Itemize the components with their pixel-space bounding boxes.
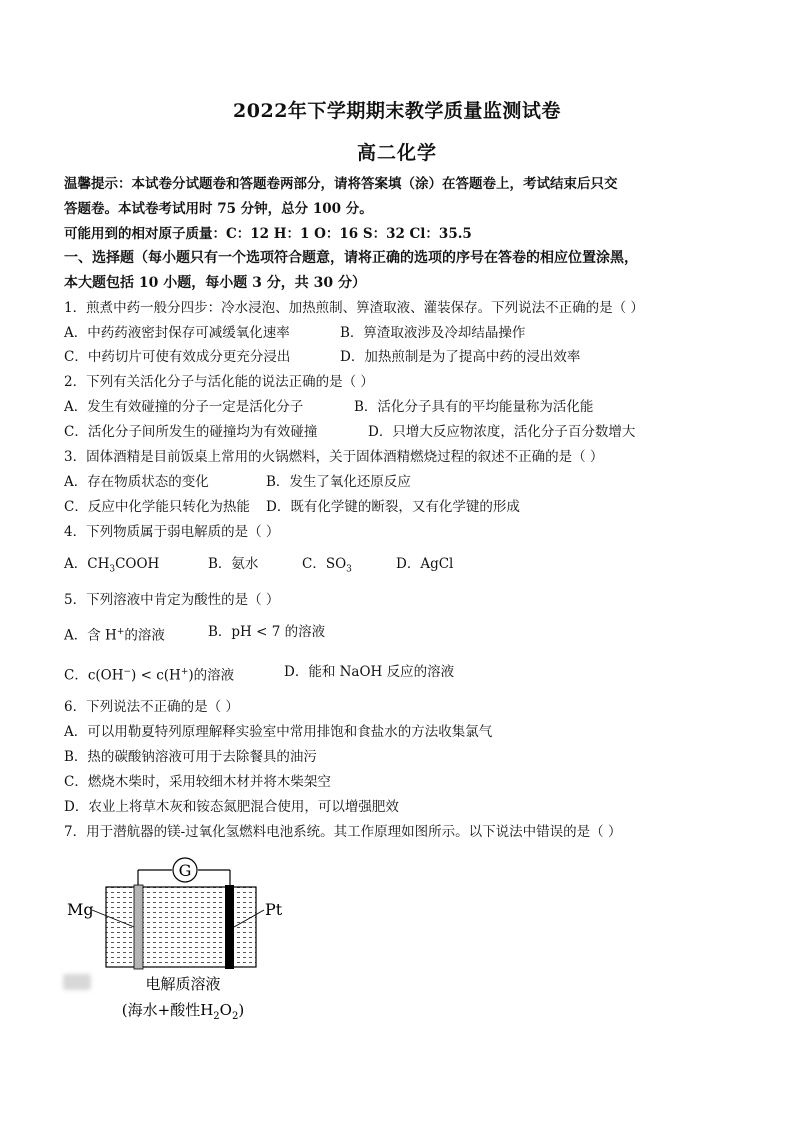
question-5-option-d: D．能和 NaOH 反应的溶液 — [284, 664, 455, 680]
question-4-option-d: D．AgCl — [396, 556, 454, 572]
question-1-option-c: C．中药切片可使有效成分更充分浸出 — [64, 349, 291, 365]
caption2-sub2: 2 — [231, 1011, 239, 1022]
question-5-option-a — [64, 622, 165, 646]
q5-a-sup: + — [116, 627, 125, 637]
q4-c-prefix: C．SO — [302, 556, 347, 572]
question-4-option-b: B．氨水 — [208, 556, 259, 572]
diagram-caption-2 — [122, 1001, 244, 1022]
question-3-option-c: C．反应中化学能只转化为热能 — [64, 499, 250, 515]
question-6-option-a: A．可以用勒夏特列原理解释实验室中常用排饱和食盐水的方法收集氯气 — [64, 724, 493, 740]
mg-electrode — [134, 885, 143, 969]
caption2-mid: O — [219, 1001, 232, 1019]
question-6-stem: 6．下列说法不正确的是（ ） — [64, 699, 239, 715]
question-3-option-b: B．发生了氧化还原反应 — [266, 474, 411, 490]
question-5-option-b: B．pH < 7 的溶液 — [208, 624, 326, 640]
exam-subject: 高二化学 — [356, 142, 437, 164]
pt-electrode — [225, 885, 234, 969]
question-4-option-a — [64, 554, 159, 580]
question-2-option-a: A．发生有效碰撞的分子一定是活化分子 — [64, 399, 304, 415]
question-2-option-b: B．活化分子具有的平均能量称为活化能 — [354, 399, 594, 415]
q5-a-suffix: 的溶液 — [124, 627, 165, 644]
q5-c-prefix: C．c(OH — [64, 667, 124, 684]
notice-line-2: 答题卷。本试卷考试用时 75 分钟，总分 100 分。 — [64, 201, 373, 217]
question-5-stem: 5．下列溶液中肯定为酸性的是（ ） — [64, 592, 280, 608]
exam-title: 2022年下学期期末教学质量监测试卷 — [233, 100, 561, 122]
q5-a-prefix: A．含 H — [64, 627, 117, 644]
q4-a-suffix: COOH — [115, 556, 160, 572]
question-6-option-d: D．农业上将草木灰和铵态氮肥混合使用，可以增强肥效 — [64, 799, 399, 815]
question-1-option-b: B．箅渣取液涉及冷却结晶操作 — [340, 325, 526, 341]
caption2-prefix: (海水+酸性H — [121, 1001, 214, 1019]
q5-c-sup1: − — [123, 667, 132, 677]
galvanometer-label: G — [178, 861, 192, 880]
notice-line-1: 温馨提示：本试卷分试题卷和答题卷两部分，请将答案填（涂）在答题卷上，考试结束后只交 — [64, 176, 618, 192]
q4-a-prefix: A．CH — [64, 556, 110, 572]
q4-c-sub: 3 — [346, 564, 352, 575]
question-3-option-d: D．既有化学键的断裂，又有化学键的形成 — [266, 499, 520, 515]
diagram-caption-1: 电解质溶液 — [145, 975, 221, 993]
question-6-option-c: C．燃烧木柴时，采用较细木材并将木柴架空 — [64, 774, 331, 790]
caption2-sub1: 2 — [213, 1011, 220, 1022]
question-2-stem: 2．下列有关活化分子与活化能的说法正确的是（ ） — [64, 374, 374, 390]
caption2-suffix: ) — [238, 1001, 245, 1019]
question-3-option-a: A．存在物质状态的变化 — [64, 474, 209, 490]
section-heading-line-2: 本大题包括 10 小题，每小题 3 分，共 30 分） — [64, 275, 366, 291]
atomic-masses: 可能用到的相对原子质量：C：12 H：1 O：16 S：32 Cl：35.5 — [64, 226, 472, 242]
question-7-stem: 7．用于潜航器的镁-过氧化氢燃料电池系统。其工作原理如图所示。以下说法中错误的是（ ） — [64, 824, 622, 840]
pt-label: Pt — [265, 900, 283, 919]
question-4-stem: 4．下列物质属于弱电解质的是（ ） — [64, 524, 280, 540]
q5-c-sup2: + — [180, 667, 189, 677]
q5-c-mid: ) < c(H — [131, 667, 181, 684]
question-1-option-a: A．中药药液密封保存可减缓氧化速率 — [64, 325, 290, 341]
mg-label: Mg — [67, 900, 94, 919]
q4-a-sub: 3 — [109, 564, 116, 575]
question-3-stem: 3．固体酒精是目前饭桌上常用的火锅燃料，关于固体酒精燃烧过程的叙述不正确的是（ ） — [64, 449, 604, 465]
q5-c-suffix: )的溶液 — [188, 667, 235, 684]
question-2-option-d: D．只增大反应物浓度，活化分子百分数增大 — [368, 424, 636, 440]
question-1-stem: 1．煎煮中药一般分四步：冷水浸泡、加热煎制、箅渣取液、灌装保存。下列说法不正确的是（ ） — [64, 300, 644, 316]
question-5-option-c — [64, 662, 234, 686]
question-1-option-d: D．加热煎制是为了提高中药的浸出效率 — [340, 349, 581, 365]
fuel-cell-diagram — [62, 855, 302, 1025]
question-4-option-c — [302, 554, 352, 580]
section-heading-line-1: 一、选择题（每小题只有一个选项符合题意，请将正确的选项的序号在答卷的相应位置涂黑， — [64, 250, 638, 266]
question-6-option-b: B．热的碳酸钠溶液可用于去除餐具的油污 — [64, 749, 317, 765]
question-2-option-c: C．活化分子间所发生的碰撞均为有效碰撞 — [64, 424, 318, 440]
